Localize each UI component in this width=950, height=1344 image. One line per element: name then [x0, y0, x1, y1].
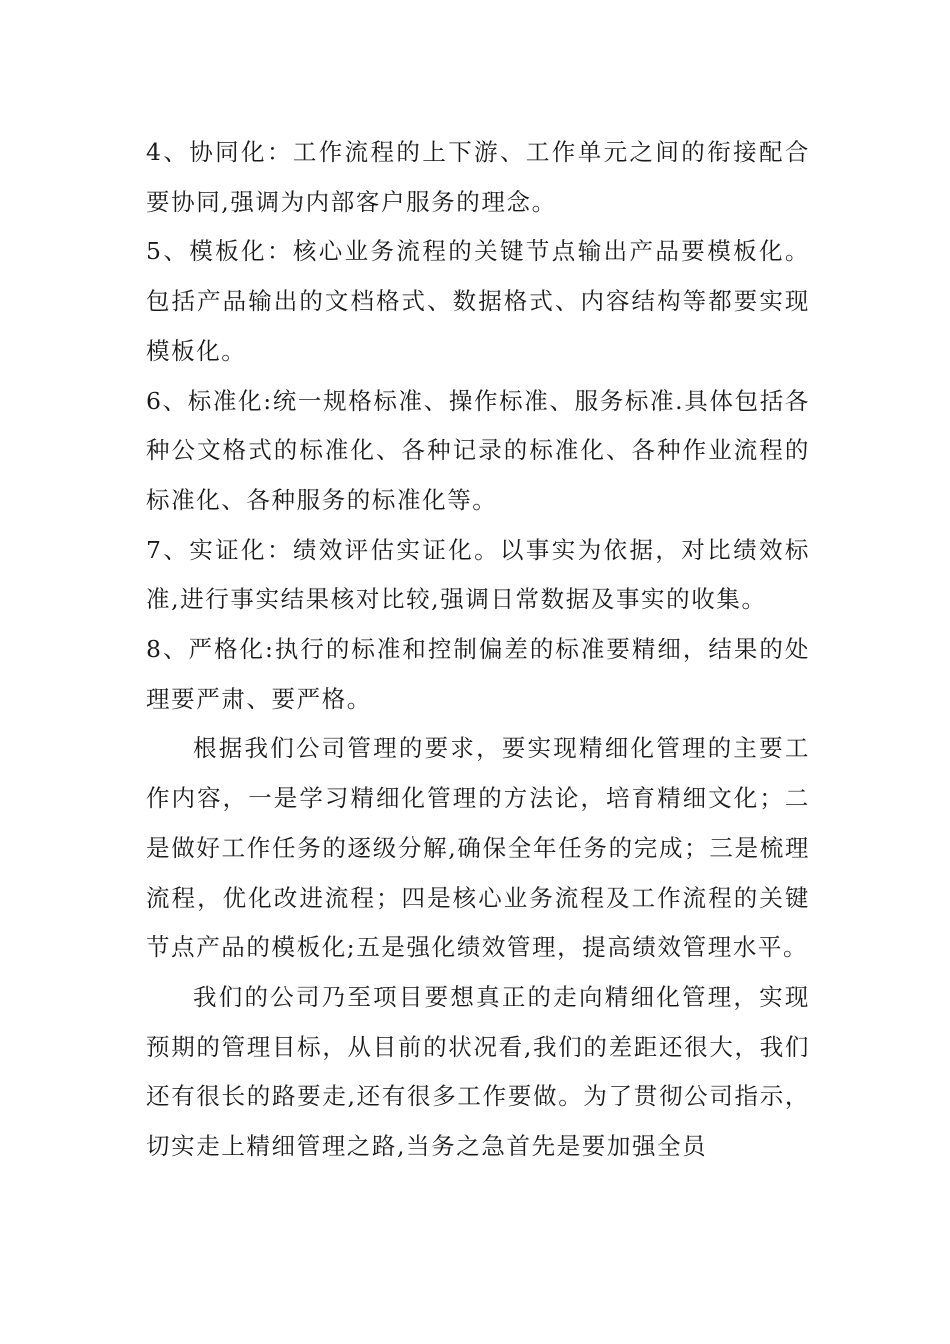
item-evidence: 7、实证化：绩效评估实证化。以事实为依据，对比绩效标准,进行事实结果核对比较,强调日常数据及事实的收集。	[146, 535, 810, 614]
item-templating: 5、模板化：核心业务流程的关键节点输出产品要模板化。包括产品输出的文档格式、数据格式、内容结构等都要实现模板化。	[146, 237, 810, 365]
document-body	[146, 128, 810, 1172]
paragraph-path-forward: 我们的公司乃至项目要想真正的走向精细化管理，实现预期的管理目标，从目前的状况看,我们的差距还很大，我们还有很长的路要走,还有很多工作要做。为了贯彻公司指示，切实走上精细管理之路,当务之急首先是要加强全员	[146, 982, 810, 1161]
item-coordination: 4、协同化：工作流程的上下游、工作单元之间的衔接配合要协同,强调为内部客户服务的理念。	[146, 138, 810, 216]
item-strictness: 8、严格化:执行的标准和控制偏差的标准要精细，结果的处理要严肃、要严格。	[146, 635, 810, 713]
item-standardization: 6、标准化:统一规格标准、操作标准、服务标准.具体包括各种公文格式的标准化、各种记录的标准化、各种作业流程的标准化、各种服务的标准化等。	[146, 386, 810, 514]
paragraph-work-content: 根据我们公司管理的要求，要实现精细化管理的主要工作内容，一是学习精细化管理的方法论，培育精细文化；二是做好工作任务的逐级分解,确保全年任务的完成；三是梳理流程，优化改进流程；四是核心业务流程及工作流程的关键节点产品的模板化;五是强化绩效管理，提高绩效管理水平。	[146, 734, 810, 962]
